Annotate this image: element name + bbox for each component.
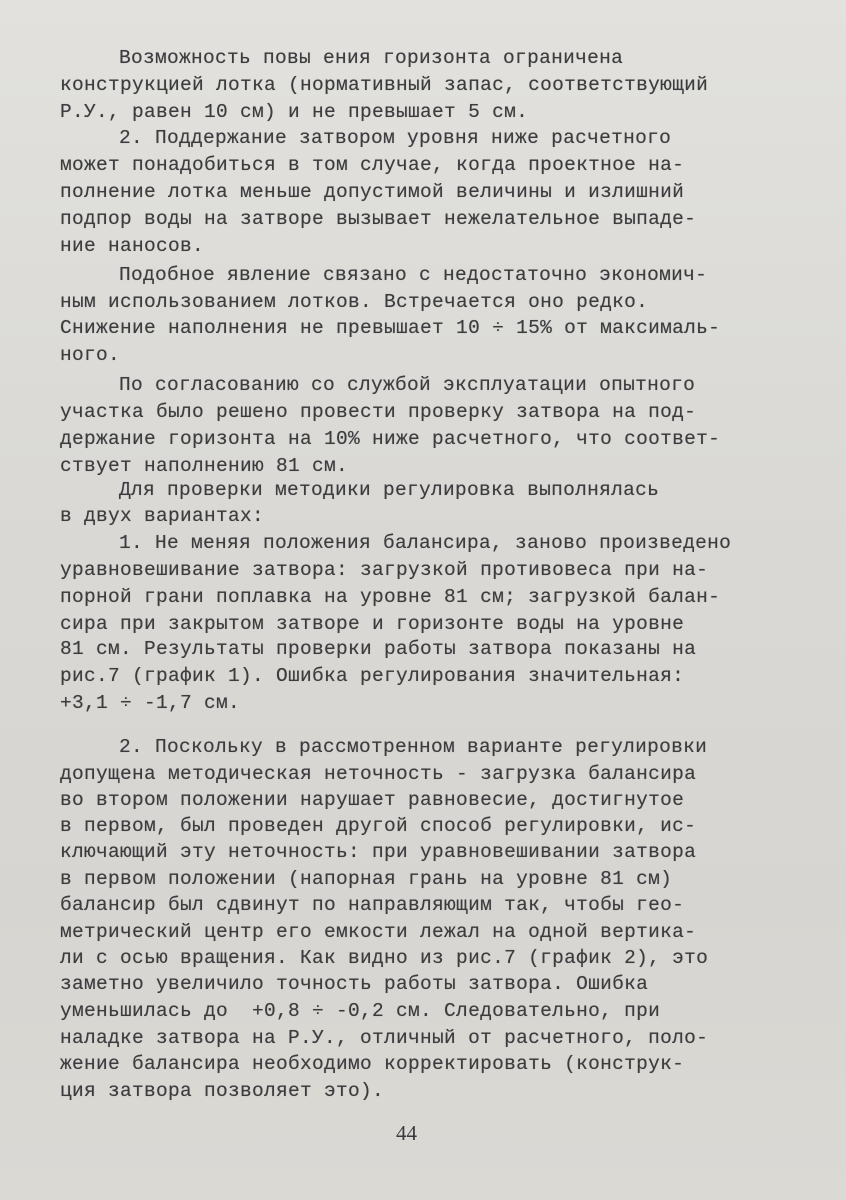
text-line: ного. <box>60 344 121 366</box>
text-line: конструкцией лотка (нормативный запас, соответствующий <box>60 74 709 96</box>
text-line: участка было решено провести проверку затвора на под- <box>60 401 697 423</box>
text-line: порной грани поплавка на уровне 81 см; загрузкой балан- <box>60 586 721 608</box>
text-line: ние наносов. <box>60 235 205 257</box>
text-line: ным использованием лотков. Встречается оно редко. <box>60 291 649 313</box>
text-line: 2. Поскольку в рассмотренном варианте регулировки <box>119 736 708 758</box>
text-line: уменьшилась до +0,8 ÷ -0,2 см. Следовательно, при <box>60 1000 661 1022</box>
text-line: в первом, был проведен другой способ регулировки, ис- <box>60 815 697 837</box>
text-line: в двух вариантах: <box>60 505 265 527</box>
text-line: уравновешивание затвора: загрузкой противовеса при на- <box>60 559 709 581</box>
text-line: во втором положении нарушает равновесие, достигнутое <box>60 789 685 811</box>
text-line: 2. Поддержание затвором уровня ниже расчетного <box>119 127 672 149</box>
text-line: держание горизонта на 10% ниже расчетного, что соответ- <box>60 428 721 450</box>
text-line: балансир был сдвинут по направляющим так, чтобы гео- <box>60 894 685 916</box>
text-line: ли с осью вращения. Как видно из рис.7 (график 2), это <box>60 947 709 969</box>
text-line: По согласованию со службой эксплуатации опытного <box>119 374 696 396</box>
text-line: Для проверки методики регулировка выполнялась <box>119 479 660 501</box>
text-line: 1. Не меняя положения балансира, заново произведено <box>119 532 732 554</box>
text-line: 81 см. Результаты проверки работы затвора показаны на <box>60 638 697 660</box>
text-line: наладке затвора на Р.У., отличный от расчетного, поло- <box>60 1027 709 1049</box>
text-line: ключающий эту неточность: при уравновешивании затвора <box>60 841 697 863</box>
text-line: ция затвора позволяет это). <box>60 1080 385 1102</box>
text-line: +3,1 ÷ -1,7 см. <box>60 692 241 714</box>
text-line: ствует наполнению 81 см. <box>60 455 349 477</box>
text-line: жение балансира необходимо корректировать (конструк- <box>60 1053 685 1075</box>
text-line: заметно увеличило точность работы затвора. Ошибка <box>60 973 649 995</box>
text-line: метрический центр его емкости лежал на одной вертика- <box>60 921 697 943</box>
text-line: подпор воды на затворе вызывает нежелательное выпаде- <box>60 208 697 230</box>
text-line: Снижение наполнения не превышает 10 ÷ 15% от максималь- <box>60 317 721 339</box>
text-line: сира при закрытом затворе и горизонте воды на уровне <box>60 613 685 635</box>
text-line: может понадобиться в том случае, когда проектное на- <box>60 154 685 176</box>
page-number: 44 <box>396 1121 417 1145</box>
text-line: Р.У., равен 10 см) и не превышает 5 см. <box>60 101 529 123</box>
text-line: в первом положении (напорная грань на уровне 81 см) <box>60 868 673 890</box>
text-line: полнение лотка меньше допустимой величины и излишний <box>60 181 685 203</box>
text-line: допущена методическая неточность - загрузка балансира <box>60 763 697 785</box>
text-line: рис.7 (график 1). Ошибка регулирования значительная: <box>60 665 685 687</box>
text-line: Возможность повы ения горизонта ограничена <box>119 47 624 69</box>
text-line: Подобное явление связано с недостаточно экономич- <box>119 264 708 286</box>
